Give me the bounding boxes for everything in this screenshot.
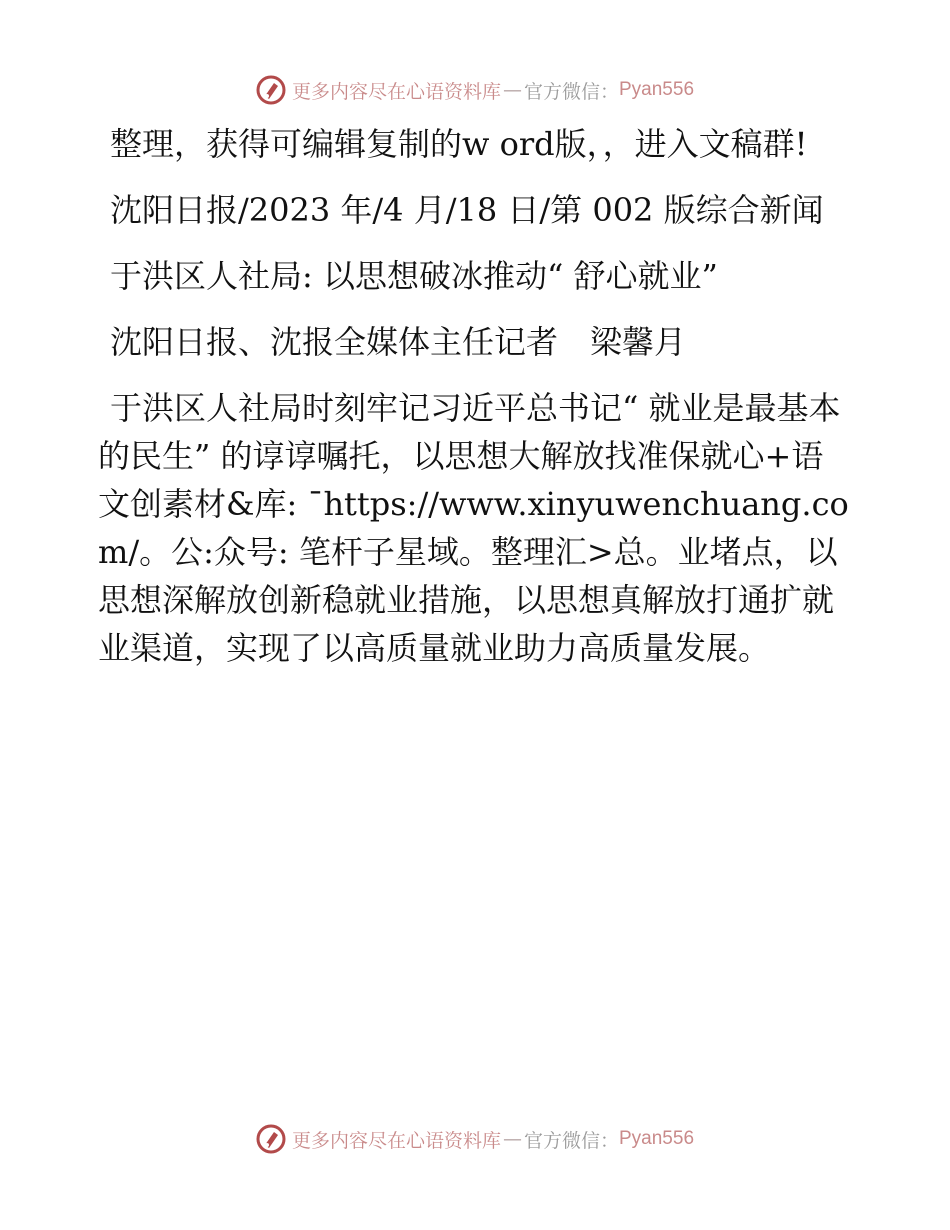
header-banner bbox=[0, 68, 950, 112]
paragraph-source: 沈阳日报/2023 年/4 月/18 日/第 002 版综合新闻 bbox=[110, 191, 824, 229]
banner-site-text: 更多内容尽在心语资料库 bbox=[291, 80, 501, 103]
article-body: 于洪区人社局时刻牢记习近平总书记“ 就业是最基本的民生” 的谆谆嘱托，以思想大解放找准保就心+语文创素材&库: ¯https://www.xinyuwenchuang.com/。公:众号: 笔杆子星域。整理汇>总。业堵点，以思想深解放创新稳就业措施，以思想真解放打通扩就业渠道，实现了以高质量就业助力高质量发展。 bbox=[98, 389, 849, 667]
footer-banner bbox=[0, 1117, 950, 1161]
banner-wechat-label: 官方微信： bbox=[523, 1129, 619, 1152]
article-byline: 沈阳日报、沈报全媒体主任记者 梁馨月 bbox=[110, 323, 687, 361]
banner-wechat-id: Pyan556 bbox=[619, 1128, 695, 1149]
article-title: 于洪区人社局: 以思想破冰推动“ 舒心就业” bbox=[110, 257, 718, 295]
banner-dash: — bbox=[502, 79, 522, 101]
document-body bbox=[98, 120, 850, 690]
paragraph-intro: 整理，获得可编辑复制的w ord版，，进入文稿群! bbox=[110, 125, 808, 163]
pen-nib-circle-icon bbox=[256, 1124, 286, 1154]
banner-site-text: 更多内容尽在心语资料库 bbox=[291, 1129, 501, 1152]
banner-wechat-id: Pyan556 bbox=[619, 79, 695, 100]
banner-wechat-label: 官方微信： bbox=[523, 80, 619, 103]
banner-dash: — bbox=[502, 1128, 522, 1150]
pen-nib-circle-icon bbox=[256, 75, 286, 105]
